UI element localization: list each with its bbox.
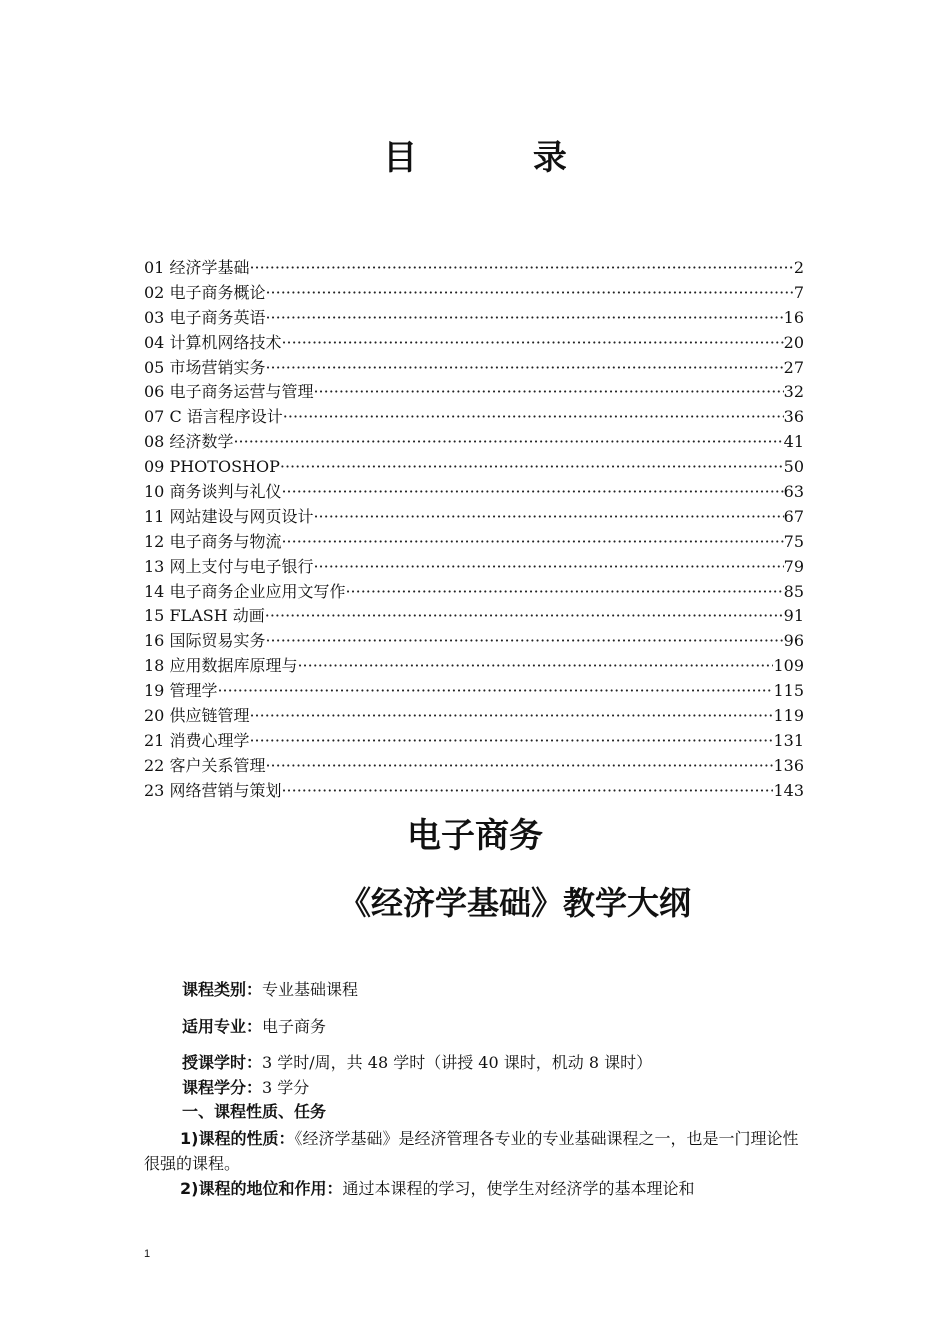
- toc-item-page: 115: [773, 681, 804, 701]
- toc-item-label: 08 经济数学: [144, 432, 234, 452]
- toc-item: [144, 480, 804, 505]
- toc-item-label: 06 电子商务运营与管理: [144, 382, 314, 402]
- applicable-major: [182, 1016, 326, 1038]
- course-category-value: 专业基础课程: [262, 980, 359, 999]
- course-category: [182, 979, 358, 1001]
- toc-leader-dots: [313, 555, 783, 580]
- toc-item: [144, 729, 804, 754]
- toc-item-label: 12 电子商务与物流: [144, 531, 282, 551]
- toc-item-page: 32: [783, 382, 804, 402]
- applicable-major-value: 电子商务: [262, 1017, 327, 1036]
- toc-item-page: 36: [783, 407, 804, 427]
- paragraph-course-nature: [144, 1126, 804, 1176]
- toc-item: [144, 530, 804, 555]
- toc-leader-dots: [249, 729, 773, 754]
- toc-item-label: 07 C 语言程序设计: [144, 407, 283, 427]
- document-subtitle: 《经济学基础》教学大纲: [338, 884, 691, 922]
- toc-leader-dots: [217, 679, 773, 704]
- paragraph-course-role-label: 2)课程的地位和作用：: [180, 1179, 343, 1198]
- toc-leader-dots: [281, 779, 773, 804]
- toc-item-page: 79: [783, 556, 804, 576]
- toc-item: [144, 256, 804, 281]
- toc-item-page: 136: [773, 755, 804, 775]
- toc-item-label: 02 电子商务概论: [144, 282, 266, 302]
- toc-leader-dots: [283, 405, 784, 430]
- toc-item-label: 05 市场营销实务: [144, 357, 266, 377]
- toc-item-label: 11 网站建设与网页设计: [144, 506, 314, 526]
- toc-item-label: 16 国际贸易实务: [144, 631, 266, 651]
- course-category-label: 课程类别：: [182, 980, 263, 999]
- course-credits-label: 课程学分：: [182, 1078, 263, 1097]
- toc-item: [144, 580, 804, 605]
- toc-item-page: 119: [773, 706, 804, 726]
- paragraph-course-role-text: 通过本课程的学习，使学生对经济学的基本理论和: [342, 1179, 695, 1198]
- toc-item: [144, 306, 804, 331]
- applicable-major-label: 适用专业：: [182, 1017, 263, 1036]
- toc-leader-dots: [345, 580, 783, 605]
- toc-item-page: 143: [773, 780, 804, 800]
- toc-leader-dots: [265, 356, 783, 381]
- toc-item: [144, 356, 804, 381]
- toc-item-label: 23 网络营销与策划: [144, 780, 282, 800]
- toc-item: [144, 331, 804, 356]
- toc-leader-dots: [313, 380, 783, 405]
- toc-leader-dots: [249, 704, 773, 729]
- toc-item-page: 96: [783, 631, 804, 651]
- teaching-hours-label: 授课学时：: [182, 1053, 263, 1072]
- toc-leader-dots: [280, 455, 784, 480]
- toc-leader-dots: [281, 480, 783, 505]
- toc-item: [144, 654, 804, 679]
- table-of-contents: [144, 256, 804, 804]
- toc-item-page: 109: [773, 656, 804, 676]
- toc-item-label: 13 网上支付与电子银行: [144, 556, 314, 576]
- toc-item: [144, 505, 804, 530]
- toc-item-page: 20: [783, 332, 804, 352]
- toc-item-page: 91: [783, 606, 804, 626]
- toc-item-page: 7: [793, 282, 804, 302]
- toc-item-page: 67: [783, 506, 804, 526]
- toc-item: [144, 754, 804, 779]
- toc-item-label: 01 经济学基础: [144, 258, 250, 277]
- toc-leader-dots: [281, 331, 783, 356]
- toc-item-label: 10 商务谈判与礼仪: [144, 482, 282, 502]
- paragraph-course-nature-text: 《经济学基础》是经济管理各专业的专业基础课程之一，也是一门理论性很强的课程。: [144, 1129, 799, 1173]
- toc-item-page: 63: [783, 482, 804, 502]
- toc-item-label: 04 计算机网络技术: [144, 332, 282, 352]
- toc-item-label: 18 应用数据库原理与: [144, 656, 298, 676]
- toc-leader-dots: [265, 629, 783, 654]
- toc-leader-dots: [313, 505, 783, 530]
- toc-item: [144, 555, 804, 580]
- teaching-hours-value: 3 学时/周，共 48 学时（讲授 40 课时，机动 8 课时）: [262, 1053, 653, 1072]
- toc-item-page: 75: [783, 531, 804, 551]
- toc-item-page: 131: [773, 730, 804, 750]
- paragraph-course-role: [144, 1176, 804, 1201]
- toc-item-page: 2: [793, 258, 804, 277]
- toc-leader-dots: [249, 256, 793, 281]
- toc-item-page: 27: [783, 357, 804, 377]
- toc-item: [144, 380, 804, 405]
- toc-item: [144, 281, 804, 306]
- toc-title: 目 录: [383, 138, 619, 178]
- toc-item-label: 21 消费心理学: [144, 730, 250, 750]
- toc-leader-dots: [265, 754, 773, 779]
- toc-item-page: 41: [783, 432, 804, 452]
- toc-item: [144, 604, 804, 629]
- toc-item-page: 16: [783, 307, 804, 327]
- toc-item-label: 03 电子商务英语: [144, 307, 266, 327]
- toc-leader-dots: [233, 430, 783, 455]
- toc-leader-dots: [265, 306, 783, 331]
- toc-leader-dots: [265, 604, 784, 629]
- course-credits: [182, 1077, 309, 1099]
- toc-item: [144, 629, 804, 654]
- toc-item: [144, 455, 804, 480]
- toc-item-label: 20 供应链管理: [144, 706, 250, 726]
- teaching-hours: [182, 1052, 652, 1074]
- toc-item-page: 85: [783, 581, 804, 601]
- toc-leader-dots: [281, 530, 783, 555]
- toc-item-label: 15 FLASH 动画: [144, 606, 265, 626]
- toc-leader-dots: [265, 281, 793, 306]
- toc-item: [144, 405, 804, 430]
- toc-item-label: 22 客户关系管理: [144, 755, 266, 775]
- toc-item: [144, 779, 804, 804]
- page-number: 1: [144, 1248, 151, 1260]
- toc-item-page: 50: [783, 457, 804, 477]
- document-title: 电子商务: [407, 816, 543, 856]
- toc-item: [144, 430, 804, 455]
- toc-item-label: 14 电子商务企业应用文写作: [144, 581, 346, 601]
- toc-leader-dots: [297, 654, 773, 679]
- toc-item-label: 19 管理学: [144, 681, 218, 701]
- course-credits-value: 3 学分: [262, 1078, 310, 1097]
- section-heading-nature-task: 一、课程性质、任务: [182, 1102, 327, 1121]
- toc-item-label: 09 PHOTOSHOP: [144, 457, 280, 477]
- toc-item: [144, 679, 804, 704]
- toc-item: [144, 704, 804, 729]
- paragraph-course-nature-label: 1)课程的性质：: [180, 1129, 295, 1148]
